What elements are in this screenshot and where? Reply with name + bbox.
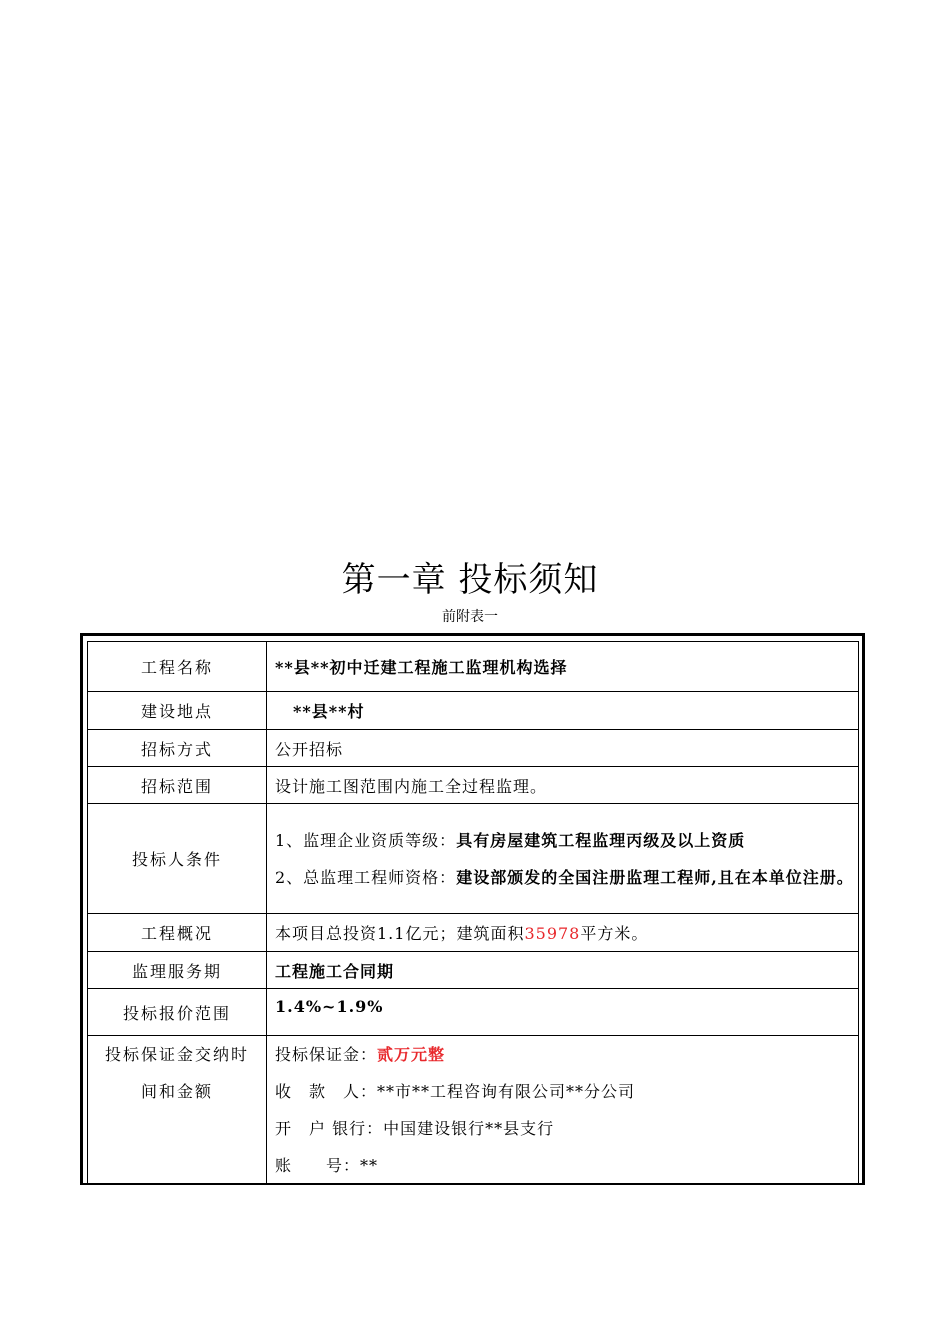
overview-text-before: 本项目总投资1.1亿元；建筑面积 xyxy=(275,924,525,943)
bidder-conditions-value xyxy=(267,804,859,914)
table-row-overview xyxy=(88,914,859,952)
bid-bond-value xyxy=(267,1036,859,1185)
bid-bond-payee-line xyxy=(275,1073,858,1110)
bid-bond-amount-line xyxy=(275,1036,858,1073)
overview-label: 工程概况 xyxy=(88,914,267,952)
condition-1-value: 具有房屋建筑工程监理丙级及以上资质 xyxy=(456,830,746,850)
condition-2-value: 建设部颁发的全国注册监理工程师,且在本单位注册。 xyxy=(456,867,854,887)
table-row-bid-bond xyxy=(88,1036,859,1185)
overview-value xyxy=(267,914,859,952)
bid-bond-label-line-1: 投标保证金交纳时 xyxy=(104,1045,249,1064)
overview-text-after: 平方米。 xyxy=(580,924,649,943)
condition-item-2 xyxy=(275,859,858,896)
table-row-tender-scope xyxy=(88,767,859,804)
bid-bond-account-label: 账 号： xyxy=(275,1156,361,1175)
table-row-service-period xyxy=(88,952,859,989)
bid-price-range-label: 投标报价范围 xyxy=(88,989,267,1036)
bid-bond-payee-value: **市**工程咨询有限公司**分公司 xyxy=(377,1082,636,1101)
table-row-project-name xyxy=(88,642,859,692)
bid-price-range-value: 1.4%~1.9% xyxy=(267,989,859,1036)
table-row-location xyxy=(88,692,859,730)
bid-bond-label xyxy=(88,1036,267,1185)
overview-area: 35978 xyxy=(524,924,581,943)
condition-2-prefix: 2、总监理工程师资格： xyxy=(275,867,457,887)
service-period-value: 工程施工合同期 xyxy=(267,952,859,989)
table-row-bidder-conditions xyxy=(88,804,859,914)
tender-scope-label: 招标范围 xyxy=(88,767,267,804)
bid-bond-bank-value: 中国建设银行**县支行 xyxy=(383,1119,555,1138)
tender-scope-value: 设计施工图范围内施工全过程监理。 xyxy=(267,767,859,804)
bid-bond-amount-value: 贰万元整 xyxy=(377,1045,446,1064)
bid-bond-label-line-2: 间和金额 xyxy=(140,1082,213,1101)
tender-method-value: 公开招标 xyxy=(267,730,859,767)
bid-bond-account-line xyxy=(275,1147,858,1184)
bid-bond-bank-label: 开 户 银行： xyxy=(275,1119,384,1138)
bidder-conditions-label: 投标人条件 xyxy=(88,804,267,914)
bid-bond-payee-label: 收 款 人： xyxy=(275,1082,378,1101)
bid-bond-amount-label: 投标保证金： xyxy=(275,1045,378,1064)
bid-bond-bank-line xyxy=(275,1110,858,1147)
location-label: 建设地点 xyxy=(88,692,267,730)
chapter-title: 第一章 投标须知 xyxy=(341,560,599,600)
bid-notice-table xyxy=(87,641,859,1185)
condition-1-prefix: 1、监理企业资质等级： xyxy=(275,830,457,850)
project-name-value: **县**初中迁建工程施工监理机构选择 xyxy=(267,642,859,692)
condition-item-1 xyxy=(275,822,858,859)
bid-bond-account-value: ** xyxy=(360,1156,379,1175)
project-name-label: 工程名称 xyxy=(88,642,267,692)
table-row-tender-method xyxy=(88,730,859,767)
table-row-bid-price-range xyxy=(88,989,859,1036)
location-value: **县**村 xyxy=(267,692,859,730)
tender-method-label: 招标方式 xyxy=(88,730,267,767)
service-period-label: 监理服务期 xyxy=(88,952,267,989)
table-subtitle: 前附表一 xyxy=(442,609,498,625)
